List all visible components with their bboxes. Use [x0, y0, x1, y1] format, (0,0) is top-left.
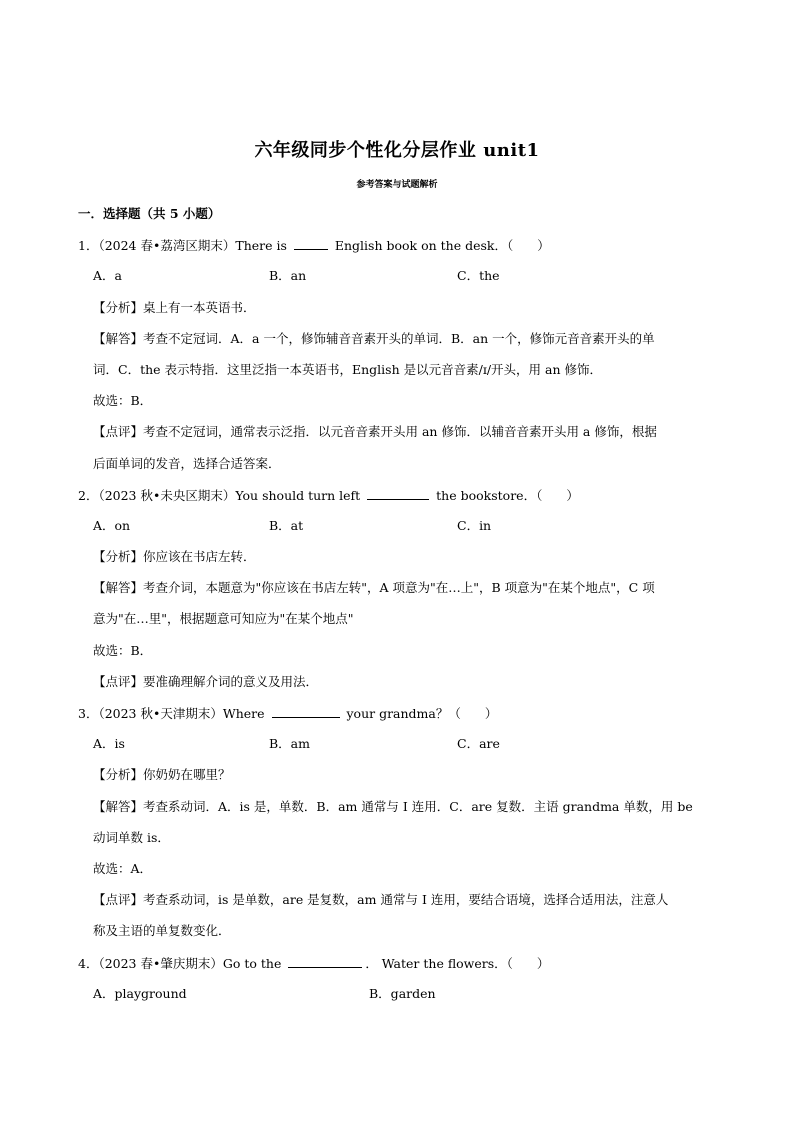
question-3-option-b: B．am	[269, 736, 310, 752]
question-3-option-c: C．are	[457, 736, 500, 752]
question-2-stem-end: ）	[566, 487, 579, 503]
question-4-option-a: A．playground	[93, 985, 187, 1001]
question-1-stem-end: ）	[537, 238, 550, 254]
question-4-stem	[78, 953, 718, 984]
question-2-stem-pre: 2．（2023 秋•未央区期末）You should turn left	[78, 487, 365, 503]
page-subtitle: 参考答案与试题解析	[356, 180, 438, 190]
question-4-stem-post: ． Water the flowers．（	[365, 955, 513, 971]
page-title: 六年级同步个性化分层作业 unit1	[254, 140, 540, 161]
question-1-options	[78, 266, 718, 297]
question-3-comment-line-2: 称及主语的单复数变化．	[93, 923, 231, 939]
question-4-options	[78, 984, 718, 1015]
question-4-blank	[288, 953, 362, 968]
question-3-analysis: 【分析】你奶奶在哪里？	[93, 767, 231, 783]
question-1-option-a: A．a	[93, 268, 122, 284]
question-3-answer-line-1: 【解答】考查系动词．A．is 是，单数．B．am 通常与 I 连用．C．are 复数．主语 grandma 单数，用 be	[93, 798, 693, 814]
question-1-stem	[78, 235, 718, 266]
question-2-option-a: A．on	[93, 517, 131, 533]
question-1-stem-pre: 1．（2024 春•荔湾区期末）There is	[78, 238, 291, 254]
question-1-comment-line-2: 后面单词的发音，选择合适答案．	[93, 455, 281, 471]
section-heading: 一．选择题（共 5 小题）	[78, 206, 221, 221]
question-1-choice: 故选：B．	[93, 393, 153, 409]
question-4-stem-pre: 4．（2023 春•肇庆期末）Go to the	[78, 955, 286, 971]
question-2-answer-line-1: 【解答】考查介词，本题意为"你应该在书店左转"，A 项意为"在…上"，B 项意为"在某个地点"，C 项	[93, 580, 655, 596]
question-1-answer-line-2: 词．C．the 表示特指．这里泛指一本英语书，English 是以元音音素/ɪ/开头，用 an 修饰．	[93, 361, 602, 377]
question-2-blank	[367, 485, 429, 500]
question-2-choice: 故选：B．	[93, 642, 153, 658]
question-3-choice: 故选：A．	[93, 860, 153, 876]
question-3-stem-pre: 3．（2023 秋•天津期末）Where	[78, 706, 269, 721]
question-3-stem-end: ）	[484, 706, 498, 721]
question-2-analysis: 【分析】你应该在书店左转．	[93, 549, 256, 565]
question-2-answer-line-2: 意为"在…里"，根据题意可知应为"在某个地点"	[93, 611, 354, 627]
question-4-option-b: B．garden	[369, 985, 436, 1001]
question-2-option-c: C．in	[457, 517, 492, 533]
question-1-stem-post: English book on the desk．（	[330, 238, 514, 254]
question-3-blank	[272, 703, 340, 718]
question-2-stem	[78, 485, 718, 516]
question-2-stem-post: the bookstore．（	[432, 487, 543, 503]
document-body	[78, 204, 718, 1015]
question-3-option-a: A．is	[93, 736, 125, 752]
question-1-comment-line-1: 【点评】考查不定冠词，通常表示泛指．以元音音素开头用 an 修饰．以辅音音素开头用 a 修饰，根据	[93, 424, 657, 440]
question-2-comment-line-1: 【点评】要准确理解介词的意义及用法．	[93, 673, 319, 689]
question-3-stem	[78, 703, 718, 734]
question-1-answer-line-1: 【解答】考查不定冠词．A．a 一个，修饰辅音音素开头的单词．B．an 一个，修饰元音音素开头的单	[93, 330, 655, 346]
question-3-answer-line-2: 动词单数 is．	[93, 829, 170, 845]
question-1-option-b: B．an	[269, 268, 307, 284]
question-1-blank	[294, 235, 328, 250]
question-2-option-b: B．at	[269, 517, 304, 533]
question-1-option-c: C．the	[457, 268, 500, 284]
question-3-stem-post: your grandma？（	[342, 706, 461, 721]
question-2-options	[78, 516, 718, 547]
question-3-comment-line-1: 【点评】考查系动词，is 是单数，are 是复数，am 通常与 I 连用，要结合语境，选择合适用法，注意人	[93, 892, 669, 908]
question-1-analysis: 【分析】桌上有一本英语书．	[93, 299, 256, 315]
question-4-stem-end: ）	[536, 955, 550, 971]
question-3-options	[78, 734, 718, 765]
